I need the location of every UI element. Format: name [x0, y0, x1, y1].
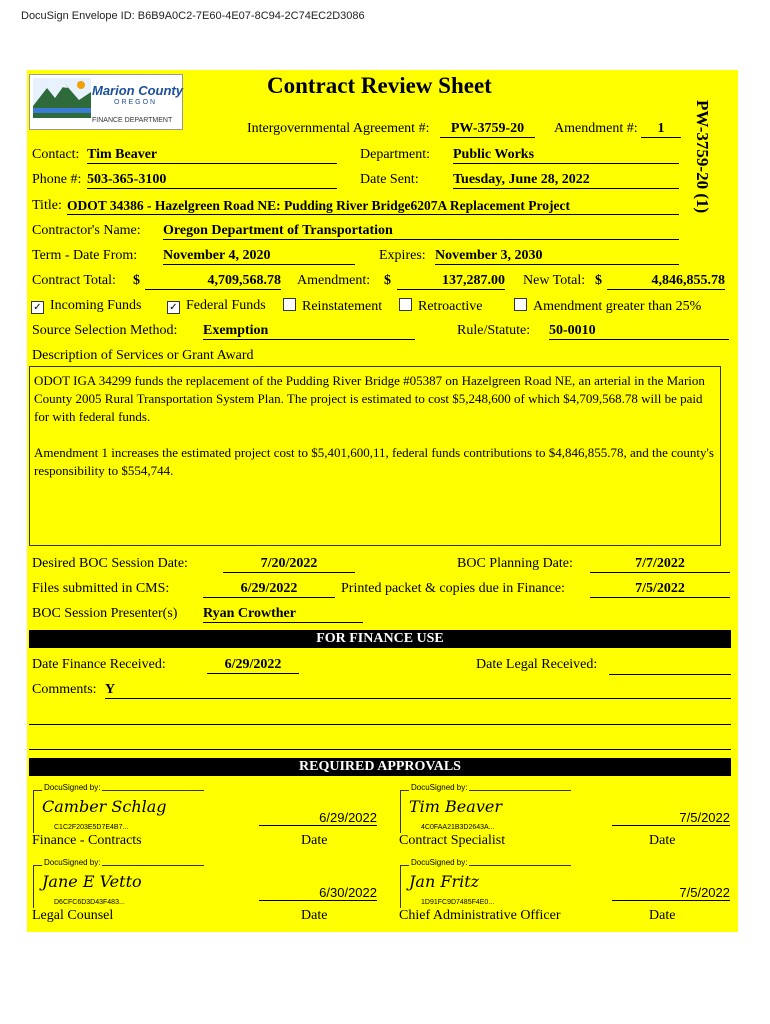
checkbox-reinstatement[interactable] — [283, 298, 382, 315]
docusigned-caption: DocuSigned by: — [411, 858, 468, 867]
files-label: Files submitted in CMS: — [32, 581, 170, 596]
signature-finance-contracts[interactable] — [33, 783, 204, 833]
signature-script: Jane E Vetto — [42, 872, 142, 891]
checkbox-icon[interactable] — [514, 298, 527, 311]
signature-id: 4C0FAA21B3D2643A... — [421, 824, 495, 831]
checkbox-icon[interactable] — [399, 298, 412, 311]
signer-2-role: Contract Specialist — [399, 833, 506, 848]
title-label: Title: — [32, 198, 62, 213]
signer-4-role: Chief Administrative Officer — [399, 908, 561, 923]
new-total-currency: $ — [595, 273, 602, 288]
signer-1-role: Finance - Contracts — [32, 833, 142, 848]
presenter-label: BOC Session Presenter(s) — [32, 606, 178, 621]
signer-1-date: 6/29/2022 — [259, 810, 377, 826]
amendment-amount-value: 137,287.00 — [397, 273, 505, 290]
comments-line-2 — [29, 707, 731, 725]
phone-label: Phone #: — [32, 172, 82, 187]
contract-total-value: 4,709,568.78 — [145, 273, 281, 290]
checkbox-icon[interactable] — [283, 298, 296, 311]
source-value: Exemption — [203, 323, 415, 340]
phone-value: 503-365-3100 — [87, 172, 337, 189]
boc-session-label: Desired BOC Session Date: — [32, 556, 188, 571]
amendment-number-label: Amendment #: — [554, 121, 638, 136]
signature-id: D6CFC6D3D43F483... — [54, 899, 125, 906]
mountain-logo-icon — [33, 78, 91, 118]
contact-label: Contact: — [32, 147, 80, 162]
checkbox-amendment-25[interactable] — [514, 298, 701, 315]
comments-value: Y — [105, 682, 731, 699]
docusigned-caption: DocuSigned by: — [411, 783, 468, 792]
page-title: Contract Review Sheet — [267, 73, 492, 98]
envelope-id: DocuSign Envelope ID: B6B9A0C2-7E60-4E07-8C94-2C74EC2D3086 — [21, 10, 365, 22]
signer-4-date-caption: Date — [649, 908, 676, 923]
source-label: Source Selection Method: — [32, 323, 178, 338]
boc-planning-label: BOC Planning Date: — [457, 556, 573, 571]
signer-3-role: Legal Counsel — [32, 908, 114, 923]
contract-total-label: Contract Total: — [32, 273, 116, 288]
packet-label: Printed packet & copies due in Finance: — [341, 581, 565, 596]
signature-chief-admin[interactable] — [400, 858, 571, 908]
signer-1-date-caption: Date — [301, 833, 328, 848]
boc-session-value: 7/20/2022 — [223, 556, 355, 573]
boc-planning-value: 7/7/2022 — [590, 556, 730, 573]
docusigned-caption: DocuSigned by: — [44, 783, 101, 792]
signer-3-date: 6/30/2022 — [259, 885, 377, 901]
contract-review-sheet — [27, 70, 738, 932]
term-label: Term - Date From: — [32, 248, 138, 263]
logo-sub: OREGON — [114, 99, 158, 106]
date-sent-label: Date Sent: — [360, 172, 419, 187]
new-total-label: New Total: — [523, 273, 586, 288]
side-code: PW-3759-20 (1) — [693, 100, 712, 214]
checkbox-label: Reinstatement — [302, 299, 383, 314]
rule-value: 50-0010 — [549, 323, 729, 340]
contact-value: Tim Beaver — [87, 147, 337, 164]
checkbox-label: Amendment greater than 25% — [533, 299, 702, 314]
department-label: Department: — [360, 147, 430, 162]
new-total-value: 4,846,855.78 — [607, 273, 725, 290]
description-label: Description of Services or Grant Award — [32, 348, 254, 363]
comments-label: Comments: — [32, 682, 97, 697]
presenter-value: Ryan Crowther — [203, 606, 363, 623]
comments-line-3 — [29, 732, 731, 750]
legal-received-label: Date Legal Received: — [476, 657, 598, 672]
date-sent-value: Tuesday, June 28, 2022 — [453, 172, 679, 189]
agreement-value: PW-3759-20 — [440, 121, 535, 138]
agreement-label: Intergovernmental Agreement #: — [247, 121, 430, 136]
description-para-1: ODOT IGA 34299 funds the replacement of the Pudding River Bridge #05387 on Hazelgreen Road NE, an arterial in the Marion County 2005 Rural Transportation System Plan. The project is estimated to cost $5,248,600 of which $4,709,568.78 will be paid for with federal funds. — [34, 373, 705, 424]
approvals-header: REQUIRED APPROVALS — [29, 758, 731, 776]
contractor-label: Contractor's Name: — [32, 223, 141, 238]
checkbox-icon[interactable]: ✓ — [167, 301, 180, 314]
signer-2-date-caption: Date — [649, 833, 676, 848]
amendment-number-value: 1 — [641, 121, 681, 138]
checkbox-label: Federal Funds — [186, 298, 266, 313]
amendment-amount-label: Amendment: — [297, 273, 371, 288]
county-logo — [29, 74, 183, 130]
checkbox-retroactive[interactable] — [399, 298, 483, 315]
checkbox-label: Incoming Funds — [50, 298, 142, 313]
signer-4-date: 7/5/2022 — [612, 885, 730, 901]
rule-label: Rule/Statute: — [457, 323, 531, 338]
files-value: 6/29/2022 — [203, 581, 335, 598]
signer-3-date-caption: Date — [301, 908, 328, 923]
signature-script: Camber Schlag — [42, 797, 167, 816]
term-value: November 4, 2020 — [163, 248, 355, 265]
department-value: Public Works — [453, 147, 679, 164]
signature-script: Jan Fritz — [409, 872, 480, 891]
docusigned-caption: DocuSigned by: — [44, 858, 101, 867]
finance-received-value: 6/29/2022 — [207, 657, 299, 674]
finance-received-label: Date Finance Received: — [32, 657, 166, 672]
signature-id: C1C2F203E5D7E4B7... — [54, 824, 129, 831]
expires-label: Expires: — [379, 248, 426, 263]
legal-received-field[interactable] — [609, 657, 731, 675]
packet-value: 7/5/2022 — [590, 581, 730, 598]
signer-2-date: 7/5/2022 — [612, 810, 730, 826]
signature-id: 1D91FC9D7485F4E0... — [421, 899, 495, 906]
contract-currency: $ — [133, 273, 140, 288]
description-box — [29, 366, 721, 546]
checkbox-label: Retroactive — [418, 299, 483, 314]
signature-contract-specialist[interactable] — [400, 783, 571, 833]
logo-name: Marion County — [92, 83, 183, 98]
checkbox-federal-funds[interactable] — [167, 298, 266, 314]
finance-header: FOR FINANCE USE — [29, 630, 731, 648]
expires-value: November 3, 2030 — [435, 248, 679, 265]
contractor-value: Oregon Department of Transportation — [163, 223, 679, 240]
checkbox-incoming-funds[interactable] — [31, 298, 141, 314]
signature-script: Tim Beaver — [409, 797, 502, 816]
amendment-currency: $ — [384, 273, 391, 288]
title-value: ODOT 34386 - Hazelgreen Road NE: Pudding River Bridge6207A Replacement Project — [67, 198, 679, 215]
checkbox-icon[interactable]: ✓ — [31, 301, 44, 314]
signature-legal-counsel[interactable] — [33, 858, 204, 908]
description-para-2: Amendment 1 increases the estimated project cost to $5,401,600,11, federal funds contributions to $4,846,855.78, and the county's responsibility to $554,744. — [34, 445, 714, 478]
logo-dept: FINANCE DEPARTMENT — [92, 117, 173, 124]
